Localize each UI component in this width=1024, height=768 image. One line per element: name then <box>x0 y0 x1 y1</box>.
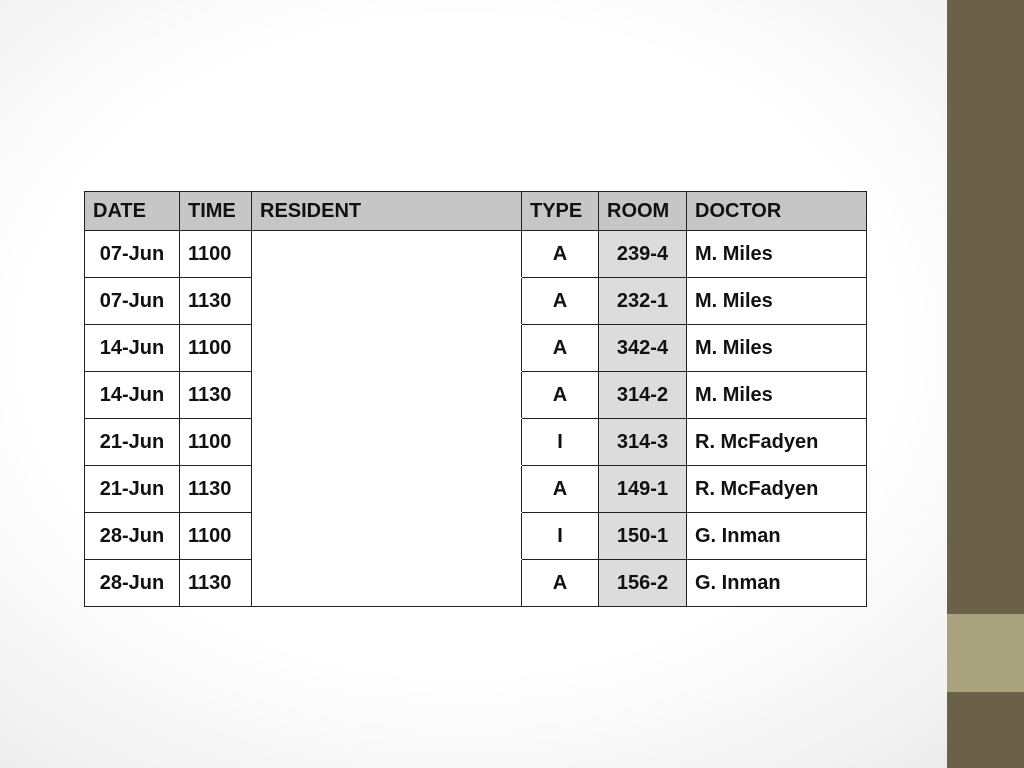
side-bar-band-bottom <box>947 692 1024 768</box>
cell-doctor: R. McFadyen <box>687 466 867 513</box>
cell-resident <box>252 372 522 419</box>
cell-date: 28-Jun <box>85 513 180 560</box>
table-row <box>85 231 867 278</box>
cell-type: I <box>522 419 599 466</box>
cell-type: A <box>522 325 599 372</box>
table-row <box>85 325 867 372</box>
cell-doctor: M. Miles <box>687 325 867 372</box>
header-date: DATE <box>85 192 180 231</box>
header-doctor: DOCTOR <box>687 192 867 231</box>
cell-room: 232-1 <box>599 278 687 325</box>
cell-resident <box>252 466 522 513</box>
cell-room: 156-2 <box>599 560 687 607</box>
cell-time: 1130 <box>180 560 252 607</box>
cell-time: 1100 <box>180 513 252 560</box>
side-decoration-bar <box>947 0 1024 768</box>
table-row <box>85 372 867 419</box>
cell-type: A <box>522 278 599 325</box>
cell-room: 314-2 <box>599 372 687 419</box>
cell-type: A <box>522 466 599 513</box>
table-row <box>85 278 867 325</box>
cell-date: 07-Jun <box>85 278 180 325</box>
cell-doctor: G. Inman <box>687 560 867 607</box>
cell-resident <box>252 231 522 278</box>
cell-resident <box>252 419 522 466</box>
table-row <box>85 513 867 560</box>
header-type: TYPE <box>522 192 599 231</box>
schedule-table <box>84 191 867 607</box>
cell-room: 150-1 <box>599 513 687 560</box>
cell-time: 1130 <box>180 372 252 419</box>
cell-time: 1100 <box>180 325 252 372</box>
cell-doctor: M. Miles <box>687 278 867 325</box>
cell-room: 239-4 <box>599 231 687 278</box>
cell-room: 342-4 <box>599 325 687 372</box>
side-bar-band-accent <box>947 614 1024 692</box>
table-row <box>85 466 867 513</box>
cell-doctor: M. Miles <box>687 231 867 278</box>
cell-date: 14-Jun <box>85 372 180 419</box>
cell-doctor: R. McFadyen <box>687 419 867 466</box>
header-time: TIME <box>180 192 252 231</box>
cell-date: 21-Jun <box>85 466 180 513</box>
cell-type: A <box>522 560 599 607</box>
cell-date: 14-Jun <box>85 325 180 372</box>
cell-doctor: M. Miles <box>687 372 867 419</box>
table-row <box>85 419 867 466</box>
schedule-header-row <box>85 192 867 231</box>
cell-type: A <box>522 231 599 278</box>
table-row <box>85 560 867 607</box>
cell-resident <box>252 560 522 607</box>
cell-time: 1100 <box>180 231 252 278</box>
cell-time: 1100 <box>180 419 252 466</box>
cell-time: 1130 <box>180 466 252 513</box>
cell-date: 21-Jun <box>85 419 180 466</box>
cell-date: 07-Jun <box>85 231 180 278</box>
cell-room: 149-1 <box>599 466 687 513</box>
cell-time: 1130 <box>180 278 252 325</box>
cell-type: A <box>522 372 599 419</box>
cell-date: 28-Jun <box>85 560 180 607</box>
cell-resident <box>252 325 522 372</box>
header-resident: RESIDENT <box>252 192 522 231</box>
cell-resident <box>252 513 522 560</box>
cell-resident <box>252 278 522 325</box>
cell-doctor: G. Inman <box>687 513 867 560</box>
side-bar-band-top <box>947 0 1024 614</box>
cell-room: 314-3 <box>599 419 687 466</box>
cell-type: I <box>522 513 599 560</box>
header-room: ROOM <box>599 192 687 231</box>
